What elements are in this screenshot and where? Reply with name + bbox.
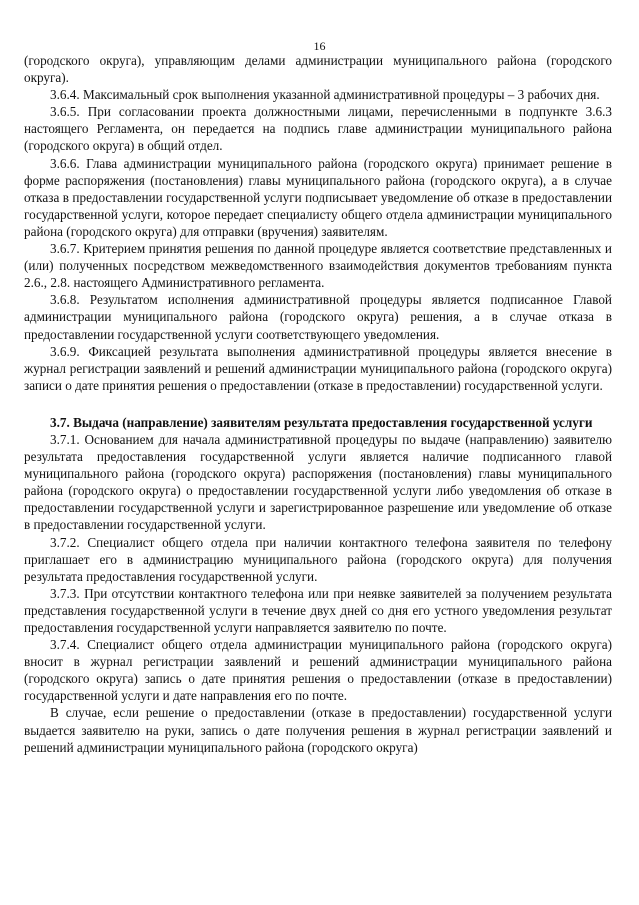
paragraph: 3.6.7. Критерием принятия решения по данной процедуре является соответствие представленных и (или) полученных посредством межведомственного взаимодействия документов требованиям пункта 2.6., 2.8. настоящего Административного регламента. — [24, 241, 612, 291]
paragraph: 3.7.2. Специалист общего отдела при наличии контактного телефона заявителя по телефону приглашает его в администрацию муниципального района (городского округа) для получения результата предоставления государственной услуги. — [24, 534, 612, 584]
page-number: 16 — [313, 39, 326, 53]
paragraph: В случае, если решение о предоставлении (отказе в предоставлении) государственной услуги выдается заявителю на руки, запись о дате получения решения в журнал регистрации заявлений и решений администрации муниципального района (городского округа) — [24, 705, 612, 755]
paragraph: 3.6.8. Результатом исполнения административной процедуры является подписанное Главой администрации муниципального района (городского округа) решения, а в случае отказа в предоставлении государственной услуги соответствующего уведомления. — [24, 292, 612, 342]
section-gap — [24, 394, 612, 414]
paragraph: 3.6.5. При согласовании проекта должностными лицами, перечисленными в подпункте 3.6.3 настоящего Регламента, он передается на подпись главе администрации муниципального района (городского округа) в общий отдел. — [24, 104, 612, 154]
paragraph: 3.7.3. При отсутствии контактного телефона или при неявке заявителей за получением результата представления государственной услуги в течение двух дней со дня его устного уведомления результат предоставления государственной услуги направляется заявителю по почте. — [24, 585, 612, 635]
paragraph: 3.6.6. Глава администрации муниципального района (городского округа) принимает решение в форме распоряжения (постановления) главы муниципального района (городского округа), а в случае отказа в предоставлении государственной услуги подписывает уведомление об отказе в предоставлении государственной услуги, которое передает специалисту общего отдела администрации муниципального района (городского округа) для отправки (вручения) заявителям. — [24, 155, 612, 239]
paragraph: 3.7.1. Основанием для начала административной процедуры по выдаче (направлению) заявителю результата предоставления государственной услуги является наличие подписанного главой муниципального района (городского округа) распоряжения (постановления) главы муниципального района (городского округа) о предоставлении государственной услуги либо уведомления об отказе в предоставлении государственной услуги и зарегистрированное разрешение или уведомление об отказе в предоставлении государственной услуги. — [24, 431, 612, 533]
document-body — [24, 52, 612, 756]
paragraph: 3.7.4. Специалист общего отдела администрации муниципального района (городского округа) вносит в журнал регистрации заявлений и решений администрации муниципального района (городского округа) запись о дате принятия решения о предоставлении (отказе в предоставлении) государственной услуги и дате направления его по почте. — [24, 637, 612, 704]
paragraph: 3.6.9. Фиксацией результата выполнения административной процедуры является внесение в журнал регистрации заявлений и решений администрации муниципального района (городского округа) записи о дате принятия решения о предоставлении (отказе в предоставлении) государственной услуги. — [24, 343, 612, 393]
section-heading: 3.7. Выдача (направление) заявителям результата предоставления государственной услуги — [50, 414, 593, 430]
paragraph: (городского округа), управляющим делами администрации муниципального района (городского округа). — [24, 53, 612, 86]
paragraph: 3.6.4. Максимальный срок выполнения указанной административной процедуры – 3 рабочих дня. — [50, 87, 600, 103]
